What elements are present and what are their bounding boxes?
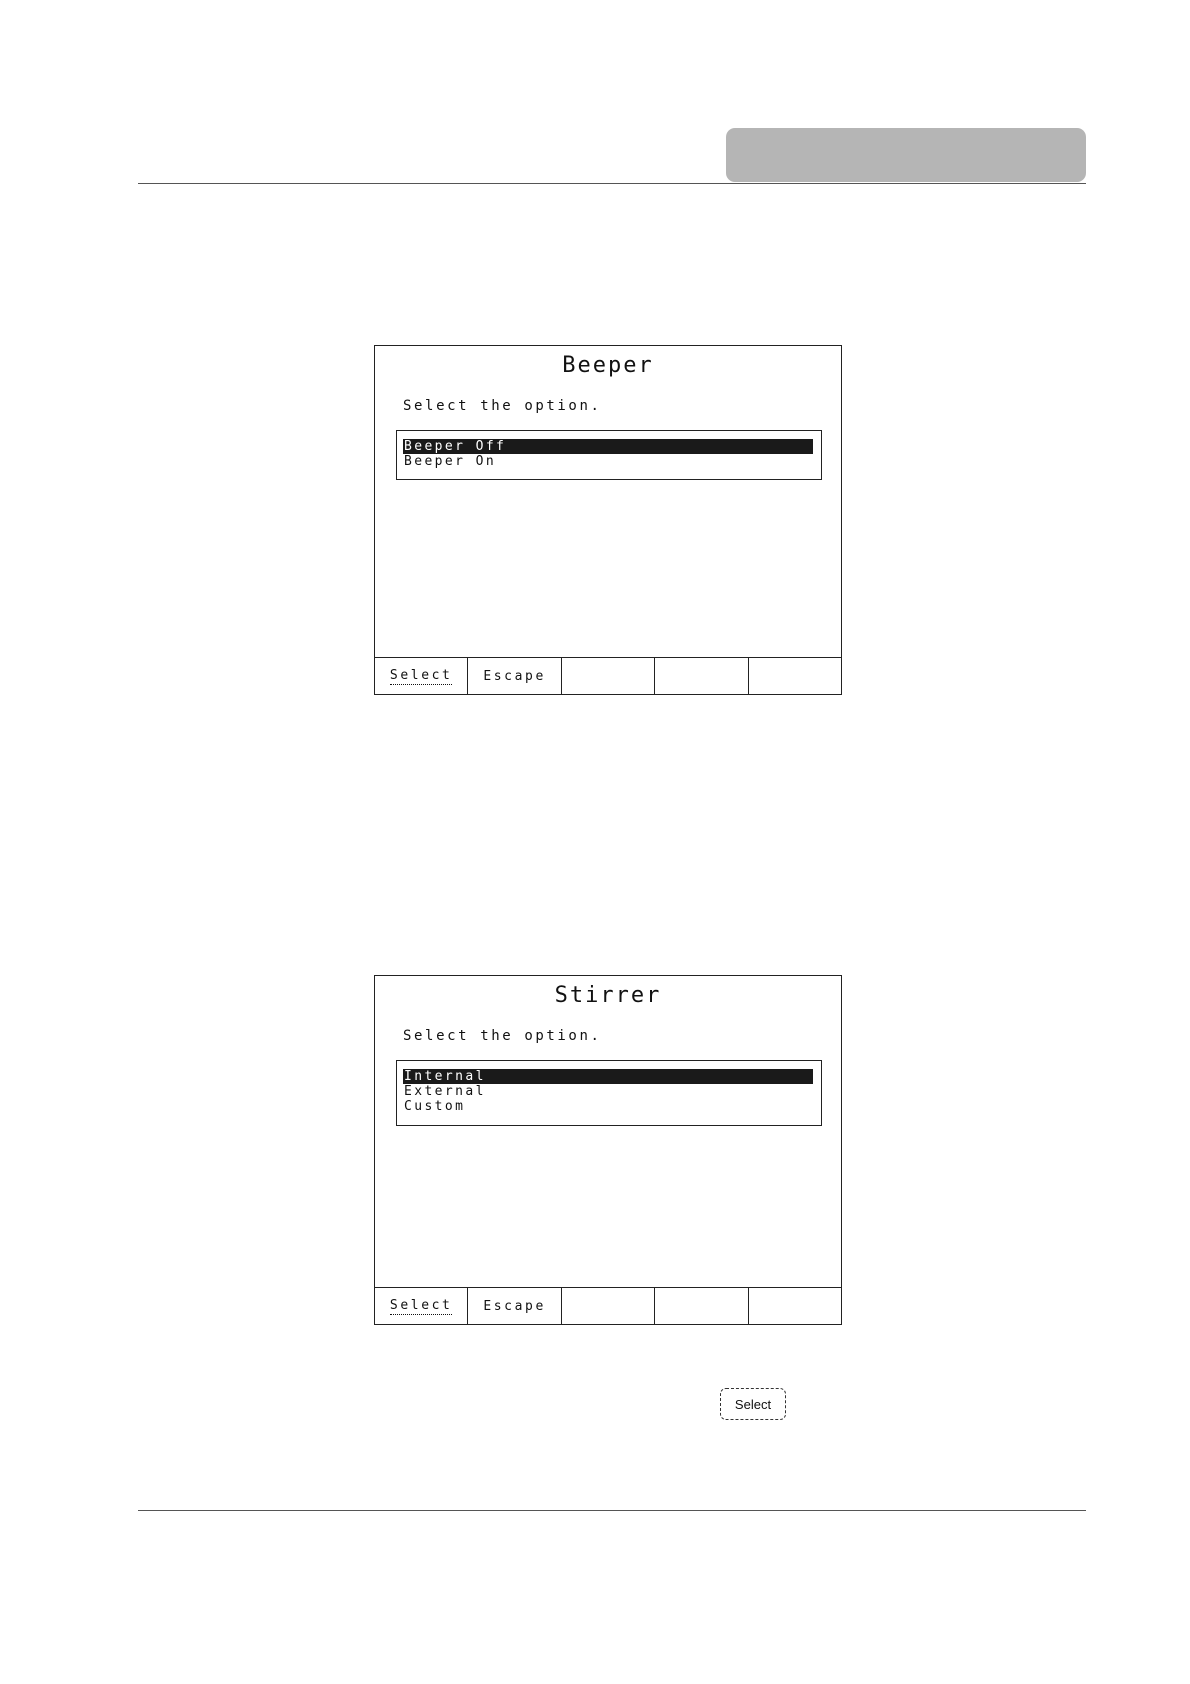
softkey-5[interactable] bbox=[749, 1288, 841, 1324]
option-external[interactable]: External bbox=[404, 1084, 486, 1099]
softkey-bar bbox=[375, 1287, 841, 1324]
softkey-bar bbox=[375, 657, 841, 694]
softkey-3[interactable] bbox=[562, 1288, 655, 1324]
softkey-5[interactable] bbox=[749, 658, 841, 694]
footer-rule bbox=[138, 1510, 1086, 1511]
screen-title: Stirrer bbox=[554, 983, 662, 1008]
header-tab bbox=[726, 128, 1086, 182]
select-softkey[interactable]: Select bbox=[375, 1288, 468, 1324]
escape-softkey[interactable]: Escape bbox=[468, 658, 561, 694]
escape-softkey[interactable]: Escape bbox=[468, 1288, 561, 1324]
stirrer-screen bbox=[374, 975, 842, 1325]
select-softkey[interactable]: Select bbox=[375, 658, 468, 694]
screen-title: Beeper bbox=[562, 353, 654, 378]
beeper-screen bbox=[374, 345, 842, 695]
option-list bbox=[396, 430, 822, 480]
screen-prompt: Select the option. bbox=[403, 1028, 602, 1044]
select-key-icon: Select bbox=[720, 1388, 786, 1420]
softkey-4[interactable] bbox=[655, 1288, 748, 1324]
option-list bbox=[396, 1060, 822, 1126]
screen-prompt: Select the option. bbox=[403, 398, 602, 414]
option-internal[interactable]: Internal bbox=[403, 1069, 813, 1084]
option-custom[interactable]: Custom bbox=[404, 1099, 466, 1114]
softkey-3[interactable] bbox=[562, 658, 655, 694]
option-beeper-on[interactable]: Beeper On bbox=[404, 454, 497, 469]
softkey-4[interactable] bbox=[655, 658, 748, 694]
header-rule bbox=[138, 183, 1086, 184]
option-beeper-off[interactable]: Beeper Off bbox=[403, 439, 813, 454]
